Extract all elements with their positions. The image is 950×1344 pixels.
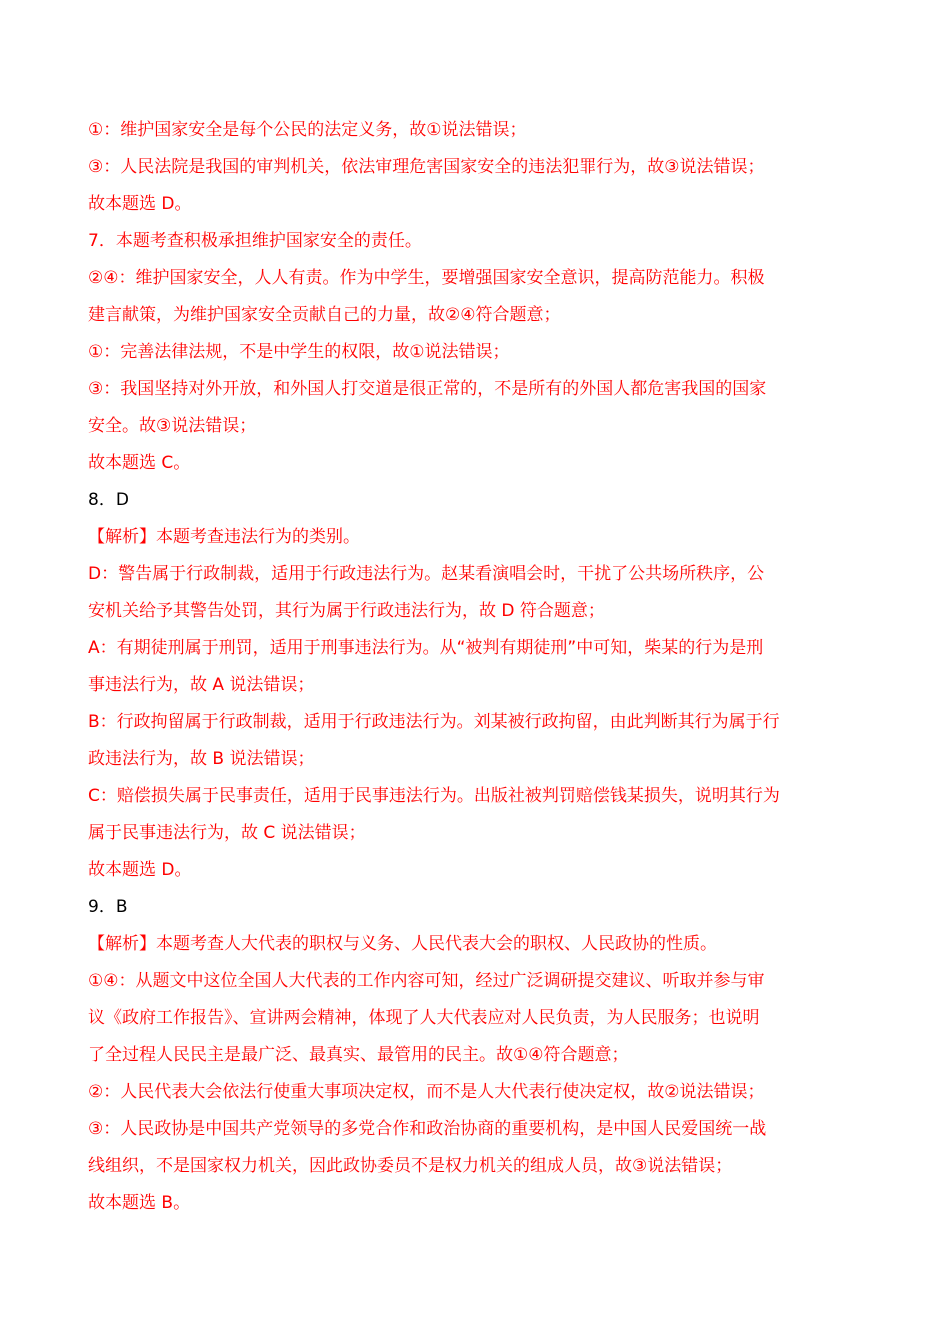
text-line: 安机关给予其警告处罚，其行为属于行政违法行为，故 D 符合题意； [88, 601, 605, 621]
text-line: ③：人民政协是中国共产党领导的多党合作和政治协商的重要机构，是中国人民爱国统一战 [88, 1119, 767, 1139]
analysis-heading: 【解析】本题考查违法行为的类别。 [88, 527, 360, 547]
question-7-heading: 7．本题考查积极承担维护国家安全的责任。 [88, 231, 422, 251]
text-line: ①④：从题文中这位全国人大代表的工作内容可知，经过广泛调研提交建议、听取并参与审 [88, 971, 765, 991]
text-line: C：赔偿损失属于民事责任，适用于民事违法行为。出版社被判罚赔偿钱某损失，说明其行为 [88, 786, 780, 806]
text-line: B：行政拘留属于行政制裁，适用于行政违法行为。刘某被行政拘留，由此判断其行为属于行 [88, 712, 780, 732]
text-line: 建言献策，为维护国家安全贡献自己的力量，故②④符合题意； [88, 305, 561, 325]
text-line: ①：完善法律法规，不是中学生的权限，故①说法错误； [88, 342, 510, 362]
text-line: D：警告属于行政制裁，适用于行政违法行为。赵某看演唱会时，干扰了公共场所秩序，公 [88, 564, 765, 584]
text-line: 安全。故③说法错误； [88, 416, 257, 436]
text-line: ③：人民法院是我国的审判机关，依法审理危害国家安全的违法犯罪行为，故③说法错误； [88, 157, 765, 177]
text-line: 政违法行为，故 B 说法错误； [88, 749, 315, 769]
text-line: 属于民事违法行为，故 C 说法错误； [88, 823, 366, 843]
analysis-heading: 【解析】本题考查人大代表的职权与义务、人民代表大会的职权、人民政协的性质。 [88, 934, 717, 954]
text-line: 故本题选 B。 [88, 1193, 191, 1213]
text-line: ①：维护国家安全是每个公民的法定义务，故①说法错误； [88, 120, 527, 140]
text-line: 议《政府工作报告》、宣讲两会精神，体现了人大代表应对人民负责，为人民服务；也说明 [88, 1008, 760, 1028]
question-8-answer: 8．D [88, 490, 129, 510]
question-9-answer: 9．B [88, 897, 128, 917]
text-line: 故本题选 D。 [88, 860, 192, 880]
text-line: 了全过程人民民主是最广泛、最真实、最管用的民主。故①④符合题意； [88, 1045, 629, 1065]
text-line: 故本题选 D。 [88, 194, 192, 214]
text-line: 故本题选 C。 [88, 453, 191, 473]
text-line: 线组织，不是国家权力机关，因此政协委员不是权力机关的组成人员，故③说法错误； [88, 1156, 733, 1176]
text-line: 事违法行为，故 A 说法错误； [88, 675, 315, 695]
text-line: ②④：维护国家安全，人人有责。作为中学生，要增强国家安全意识，提高防范能力。积极 [88, 268, 765, 288]
text-line: ②：人民代表大会依法行使重大事项决定权，而不是人大代表行使决定权，故②说法错误； [88, 1082, 765, 1102]
answer-explanation-text [88, 112, 868, 1222]
text-line: A：有期徒刑属于刑罚，适用于刑事违法行为。从“被判有期徒刑”中可知，柴某的行为是刑 [88, 638, 764, 658]
text-line: ③：我国坚持对外开放，和外国人打交道是很正常的，不是所有的外国人都危害我国的国家 [88, 379, 767, 399]
